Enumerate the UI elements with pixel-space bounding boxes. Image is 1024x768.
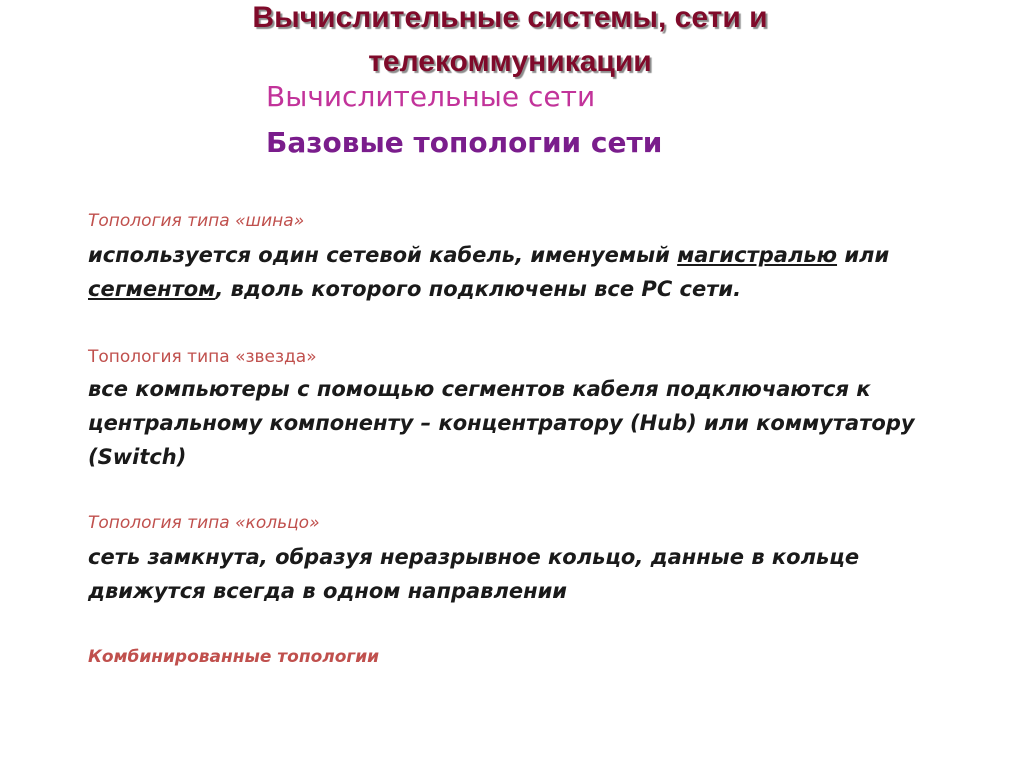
heading-bus-topology: Топология типа «шина» xyxy=(88,211,305,231)
bus-term-segment: сегментом xyxy=(88,277,216,301)
bus-term-backbone: магистралью xyxy=(677,243,838,267)
slide-title xyxy=(130,0,890,84)
bus-text-part-3: , вдоль которого подключены все PC сети. xyxy=(215,277,742,301)
heading-star-topology: Топология типа «звезда» xyxy=(88,347,317,367)
bus-text-part-1: используется один сетевой кабель, именуемый xyxy=(88,243,678,267)
subtitle-computer-networks: Вычислительные сети xyxy=(266,80,596,113)
heading-combined-topologies: Комбинированные топологии xyxy=(88,647,380,667)
slide-title-line-1: Вычислительные системы, сети и xyxy=(252,1,768,34)
description-bus-topology xyxy=(88,238,948,306)
description-star-topology: все компьютеры с помощью сегментов кабеля подключаются к центральному компоненту – концентратору (Hub) или коммутатору (Switch) xyxy=(88,377,915,469)
description-ring-topology: сеть замкнута, образуя неразрывное кольцо, данные в кольце движутся всегда в одном направлении xyxy=(88,545,860,603)
subtitle-basic-topologies: Базовые топологии сети xyxy=(266,126,663,159)
slide-title-line-2: телекоммуникации xyxy=(368,45,652,78)
heading-ring-topology: Топология типа «кольцо» xyxy=(88,513,320,533)
bus-text-part-2: или xyxy=(837,243,890,267)
